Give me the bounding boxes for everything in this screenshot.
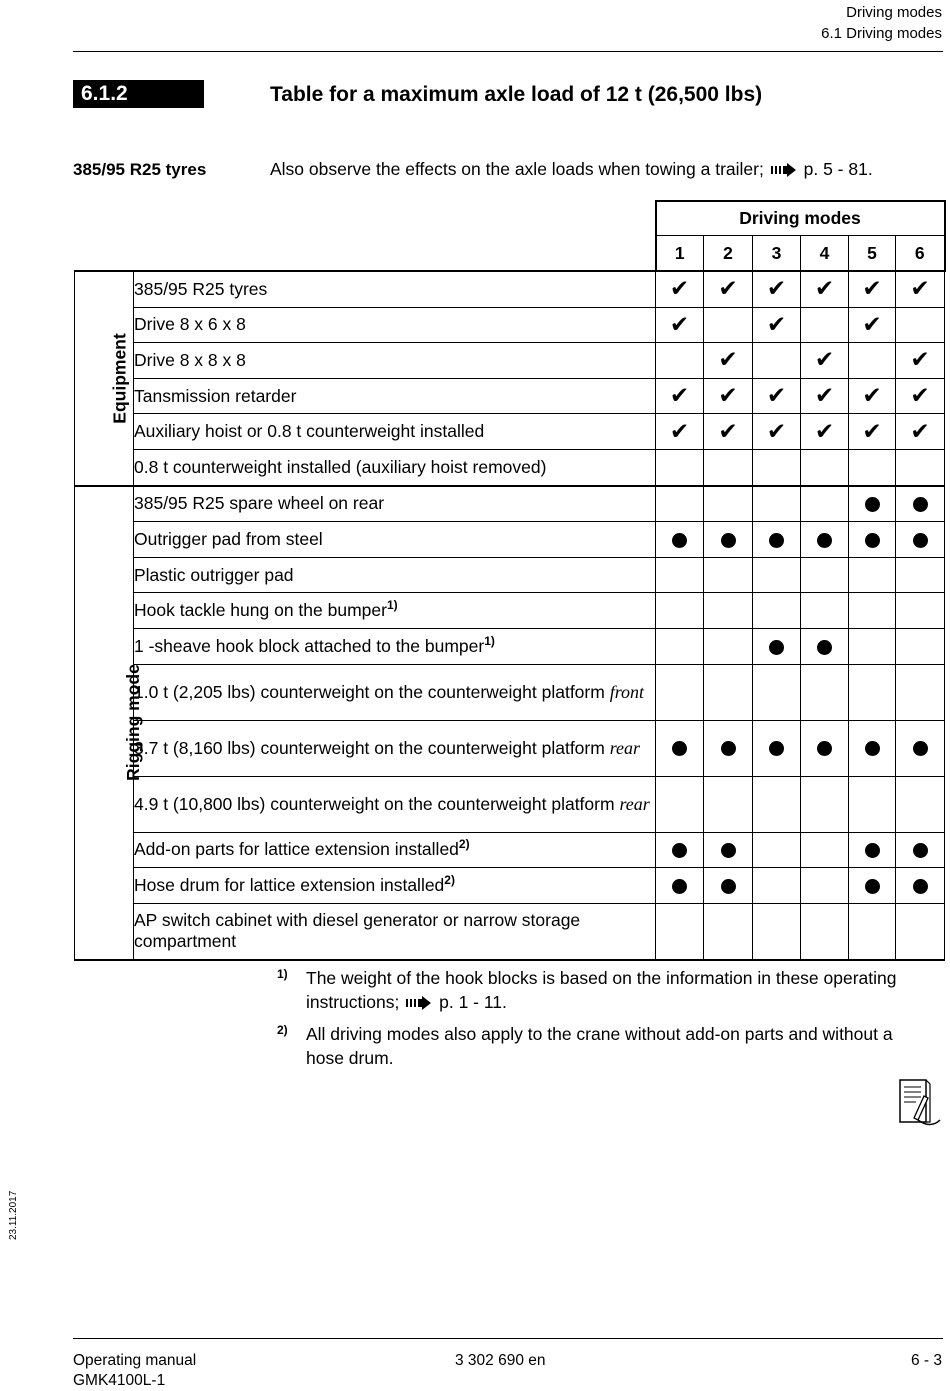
mode-cell [801,557,849,593]
bullet-icon [913,533,928,548]
row-description [134,486,656,522]
mode-cell [656,271,704,307]
mode-cell [849,720,896,776]
check-icon: ✔ [766,382,787,409]
mode-cell [896,557,945,593]
mode-cell [849,271,896,307]
mode-cell [849,903,896,960]
mode-cell [704,449,753,485]
mode-cell [896,343,945,379]
check-icon: ✔ [718,417,738,444]
mode-cell [896,664,945,720]
mode-cell [753,486,801,522]
table-row [75,343,945,379]
intro-sentence: Also observe the effects on the axle loads when towing a trailer; [270,159,764,179]
mode-number: 6 [896,236,945,272]
table-row [75,903,945,960]
row-position: front [609,681,645,702]
mode-cell [801,449,849,485]
header-row [75,201,945,236]
bullet-icon [672,843,687,858]
mode-cell [753,628,801,664]
group-label-cell [75,271,134,486]
bullet-icon [721,879,736,894]
check-icon: ✔ [814,275,835,302]
mode-cell [704,557,753,593]
table-row [75,664,945,720]
check-icon: ✔ [766,417,787,444]
bullet-icon [865,741,880,756]
row-text: 1 -sheave hook block attached to the bumper [134,635,485,656]
table-row [75,557,945,593]
mode-cell [896,271,945,307]
mode-number: 1 [656,236,704,272]
row-description [134,307,656,343]
row-description [134,720,656,776]
mode-number: 3 [753,236,801,272]
row-text: Add-on parts for lattice extension installed [134,839,459,860]
table-row [75,593,945,629]
row-text: 385/95 R25 tyres [134,278,268,299]
mode-number: 5 [849,236,896,272]
mode-cell [704,307,753,343]
row-description [134,449,656,485]
row-description [134,628,656,664]
mode-cell [704,414,753,450]
footer-manual: Operating manual [73,1352,197,1369]
check-icon: ✔ [910,275,930,302]
bullet-icon [865,843,880,858]
mode-cell [849,378,896,414]
side-date: 23.11.2017 [8,1190,19,1240]
header-rule [73,51,943,52]
table-row [75,414,945,450]
footnote-1 [277,966,926,1014]
footnote-ref: 2) [458,837,470,852]
mode-cell [801,868,849,904]
manual-note-icon [896,1078,942,1128]
check-icon: ✔ [910,346,930,373]
check-icon: ✔ [862,275,882,302]
table-row [75,720,945,776]
mode-cell [656,522,704,558]
row-description [134,664,656,720]
mode-cell [656,414,704,450]
bullet-icon [817,741,832,756]
bullet-icon [865,497,880,512]
mode-cell [896,720,945,776]
mode-cell [704,903,753,960]
mode-cell [656,832,704,868]
row-description [134,557,656,593]
check-icon: ✔ [766,275,787,302]
row-description [134,903,656,960]
footnote-body: The weight of the hook blocks is based on the information in these operating instructions; [306,968,897,1012]
bullet-icon [913,497,928,512]
bullet-icon [913,843,928,858]
mode-cell [704,628,753,664]
row-text: Tansmission retarder [134,385,297,406]
table-row [75,449,945,485]
mode-cell [753,664,801,720]
bullet-icon [865,879,880,894]
reference-arrow-icon [406,996,432,1010]
row-text: AP switch cabinet with diesel generator or narrow storage compartment [134,910,581,952]
mode-cell [656,307,704,343]
mode-cell [896,378,945,414]
mode-cell [801,593,849,629]
section-title: Table for a maximum axle load of 12 t (26,500 lbs) [270,83,763,106]
table-row [75,271,945,307]
mode-cell [896,593,945,629]
footnote-mark: 1) [277,967,288,981]
bullet-icon [817,533,832,548]
mode-cell [704,486,753,522]
mode-cell [656,449,704,485]
row-description [134,522,656,558]
intro-text [270,157,873,181]
mode-cell [704,271,753,307]
header-spacer [75,201,656,271]
mode-cell [801,832,849,868]
footnote-ref: 1) [386,598,398,613]
mode-cell [849,776,896,832]
group-label-cell [75,486,143,960]
row-description [134,868,656,904]
mode-cell [753,903,801,960]
table-row [75,868,945,904]
mode-cell [896,868,945,904]
footnote-text: All driving modes also apply to the crane without add-on parts and without a hose drum. [306,1024,893,1068]
check-icon: ✔ [669,310,690,337]
mode-cell [656,720,704,776]
mode-cell [849,868,896,904]
row-text: Hose drum for lattice extension installed [134,874,445,895]
bullet-icon [817,640,832,655]
intro-page-ref[interactable]: p. 5 - 81. [803,159,873,179]
row-text: Drive 8 x 6 x 8 [134,314,246,335]
check-icon: ✔ [669,382,690,409]
check-icon: ✔ [862,417,882,444]
section-number: 6.1.2 [73,80,204,108]
group-label: Equipment [109,333,130,424]
mode-cell [896,832,945,868]
row-text: 4.9 t (10,800 lbs) counterweight on the counterweight platform [134,793,615,814]
check-icon: ✔ [814,346,835,373]
bullet-icon [672,533,687,548]
row-text: 3.7 t (8,160 lbs) counterweight on the counterweight platform [134,737,605,758]
mode-cell [896,522,945,558]
mode-cell [801,343,849,379]
row-description [134,343,656,379]
mode-cell [753,720,801,776]
mode-cell [896,903,945,960]
mode-cell [704,720,753,776]
mode-cell [849,449,896,485]
mode-cell [704,593,753,629]
table-row [75,628,945,664]
bullet-icon [769,741,784,756]
check-icon: ✔ [814,417,835,444]
mode-cell [849,628,896,664]
bullet-icon [865,533,880,548]
footer-model: GMK4100L-1 [73,1372,166,1389]
table-row [75,832,945,868]
mode-cell [849,557,896,593]
mode-cell [704,378,753,414]
mode-cell [896,628,945,664]
page-header [821,2,942,44]
footer-doc-number: 3 302 690 en [455,1352,546,1369]
mode-cell [656,593,704,629]
bullet-icon [913,879,928,894]
mode-cell [801,307,849,343]
mode-cell [801,664,849,720]
mode-cell [656,903,704,960]
footer-left [73,1351,196,1391]
check-icon: ✔ [766,310,787,337]
mode-cell [801,522,849,558]
check-icon: ✔ [910,417,930,444]
row-position: rear [609,737,641,758]
mode-cell [896,486,945,522]
mode-cell [704,343,753,379]
mode-cell [896,776,945,832]
mode-cell [656,343,704,379]
row-description [134,593,656,629]
mode-cell [896,414,945,450]
row-description [134,378,656,414]
bullet-icon [721,741,736,756]
check-icon: ✔ [718,382,738,409]
check-icon: ✔ [718,275,738,302]
group-label: Rigging mode [122,664,143,781]
mode-cell [801,486,849,522]
mode-cell [656,486,704,522]
check-icon: ✔ [862,310,882,337]
mode-cell [753,271,801,307]
mode-cell [896,307,945,343]
table-row [75,307,945,343]
tyres-label: 385/95 R25 tyres [73,160,207,179]
row-text: Outrigger pad from steel [134,528,323,549]
mode-cell [801,414,849,450]
mode-cell [656,868,704,904]
bullet-icon [672,741,687,756]
mode-cell [801,378,849,414]
mode-cell [849,486,896,522]
mode-cell [656,664,704,720]
reference-arrow-icon [771,163,797,177]
row-description [134,271,656,307]
mode-number: 2 [704,236,753,272]
mode-cell [656,628,704,664]
mode-cell [704,522,753,558]
mode-cell [753,776,801,832]
mode-cell [656,776,704,832]
bullet-icon [672,879,687,894]
mode-cell [753,449,801,485]
row-text: Plastic outrigger pad [134,564,294,585]
footer-rule [73,1338,943,1339]
row-description [134,414,656,450]
row-position: rear [619,793,650,814]
mode-cell [801,271,849,307]
mode-cell [801,776,849,832]
mode-cell [704,868,753,904]
mode-cell [753,832,801,868]
footnote-ref: 1) [484,633,495,648]
mode-cell [849,832,896,868]
mode-cell [656,378,704,414]
footnote-page-ref[interactable]: p. 1 - 11. [439,992,507,1012]
row-text: 0.8 t counterweight installed (auxiliary hoist removed) [134,456,547,477]
mode-cell [849,414,896,450]
mode-cell [753,557,801,593]
mode-cell [896,449,945,485]
footer-page-number: 6 - 3 [910,1352,942,1369]
row-text: Hook tackle hung on the bumper [134,600,387,621]
mode-cell [849,307,896,343]
mode-cell [704,776,753,832]
check-icon: ✔ [669,417,690,444]
footnote-ref: 2) [444,873,455,888]
mode-cell [849,343,896,379]
mode-cell [801,628,849,664]
check-icon: ✔ [814,382,835,409]
row-description [134,832,656,868]
mode-cell [753,414,801,450]
row-text: Drive 8 x 8 x 8 [134,349,246,370]
mode-cell [753,378,801,414]
footnote-2 [277,1022,926,1070]
row-text: 1.0 t (2,205 lbs) counterweight on the counterweight platform [134,681,605,702]
bullet-icon [769,533,784,548]
mode-cell [801,720,849,776]
bullet-icon [913,741,928,756]
bullet-icon [721,533,736,548]
driving-modes-table [74,200,946,961]
bullet-icon [721,843,736,858]
mode-cell [849,593,896,629]
mode-cell [704,664,753,720]
mode-cell [753,307,801,343]
bullet-icon [769,640,784,655]
table-row [75,486,945,522]
mode-cell [753,868,801,904]
mode-cell [753,593,801,629]
row-text: Auxiliary hoist or 0.8 t counterweight installed [134,421,485,442]
mode-cell [849,522,896,558]
check-icon: ✔ [910,382,930,409]
footnote-text [306,966,926,1014]
table-row [75,522,945,558]
row-description [134,776,656,832]
mode-cell [753,343,801,379]
mode-cell [849,664,896,720]
check-icon: ✔ [669,275,690,302]
row-text: 385/95 R25 spare wheel on rear [134,493,385,514]
check-icon: ✔ [718,346,738,373]
mode-cell [801,903,849,960]
driving-modes-header: Driving modes [656,201,945,236]
mode-cell [753,522,801,558]
mode-cell [656,557,704,593]
mode-cell [704,832,753,868]
header-section: 6.1 Driving modes [821,25,942,42]
table-row [75,776,945,832]
mode-number: 4 [801,236,849,272]
check-icon: ✔ [862,382,882,409]
table-row [75,378,945,414]
header-chapter: Driving modes [846,4,942,21]
footnote-mark: 2) [277,1023,288,1037]
